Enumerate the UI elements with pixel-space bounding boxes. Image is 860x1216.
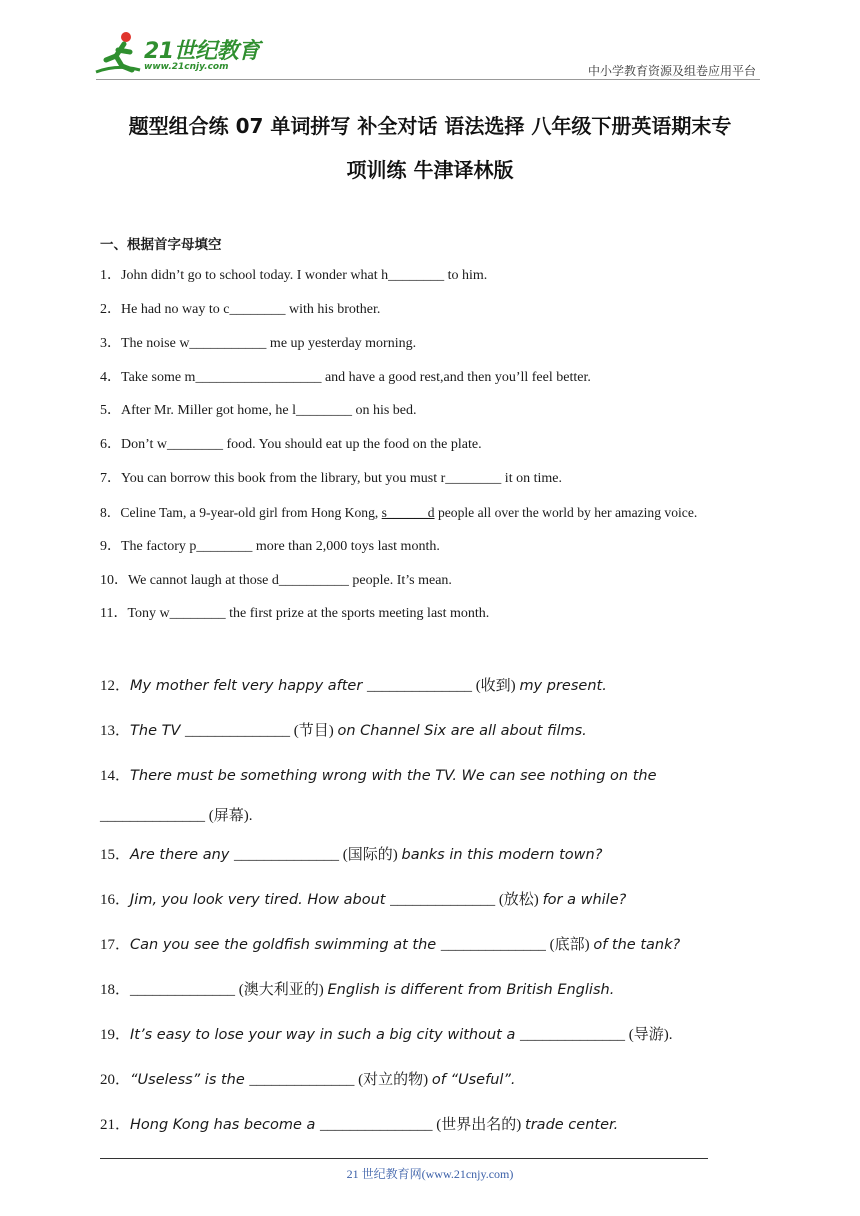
footer-link[interactable]: 21 世纪教育网(www.21cnjy.com) — [346, 1167, 514, 1181]
question-number: 18． — [100, 982, 131, 998]
question-21 — [100, 1113, 618, 1134]
page-header — [0, 0, 860, 84]
answer-blank: _______________ — [320, 1117, 433, 1133]
question-text: for a while? — [542, 892, 627, 908]
answer-blank: ______________ — [390, 892, 496, 908]
question-14 — [100, 764, 657, 785]
question-8-prefix: 8．Celine Tam, a 9-year-old girl from Hong Kong, — [100, 505, 382, 520]
title-line-1: 题型组合练 07 单词拼写 补全对话 语法选择 八年级下册英语期末专 — [128, 114, 732, 138]
question-8 — [100, 501, 697, 521]
question-text: There must be something wrong with the TV. We can see nothing on the — [130, 768, 657, 784]
answer-blank: ______________ — [130, 982, 236, 998]
logo-text: 21世纪教育 — [144, 39, 260, 64]
site-logo — [94, 30, 264, 78]
title-line-2: 项训练 牛津译林版 — [346, 158, 514, 182]
question-text: of “Useful”. — [431, 1072, 516, 1088]
chinese-hint: (世界出名的) — [432, 1117, 526, 1133]
chinese-hint: (导游). — [624, 1027, 673, 1043]
question-12 — [100, 674, 607, 695]
question-7: 7．You can borrow this book from the library, but you must r________ it on time. — [100, 471, 562, 486]
question-17 — [100, 933, 680, 954]
question-number: 21． — [100, 1117, 131, 1133]
question-14-continued — [100, 804, 253, 825]
answer-blank: ______________ — [440, 937, 546, 953]
answer-blank: ______________ — [100, 808, 205, 824]
section-heading: 一、根据首字母填空 — [100, 237, 222, 253]
chinese-hint: (澳大利亚的) — [235, 982, 328, 998]
question-number: 16． — [100, 892, 131, 908]
logo-url: www.21cnjy.com — [144, 62, 229, 72]
chinese-hint: (放松) — [495, 892, 543, 908]
question-3: 3．The noise w___________ me up yesterday morning. — [100, 336, 417, 351]
question-text: My mother felt very happy after — [130, 678, 367, 694]
answer-blank: ______________ — [366, 678, 472, 694]
question-18 — [100, 978, 614, 999]
question-text: Hong Kong has become a — [130, 1117, 321, 1133]
question-text: It’s easy to lose your way in such a big city without a — [130, 1027, 520, 1043]
question-19 — [100, 1023, 672, 1044]
answer-blank: ______________ — [519, 1027, 625, 1043]
question-16 — [100, 888, 626, 909]
question-number: 20． — [100, 1072, 131, 1088]
question-13 — [100, 719, 587, 740]
question-8-blank: s______d — [381, 505, 435, 520]
chinese-hint: (底部) — [545, 937, 594, 953]
chinese-hint: (屏幕). — [205, 808, 253, 824]
question-10: 10．We cannot laugh at those d__________ people. It’s mean. — [100, 573, 452, 588]
question-text: on Channel Six are all about films. — [337, 723, 587, 739]
question-text: Jim, you look very tired. How about — [130, 892, 391, 908]
header-tagline: 中小学教育资源及组卷应用平台 — [587, 64, 756, 78]
question-number: 12． — [100, 678, 131, 694]
question-text: “Useless” is the — [130, 1072, 250, 1088]
question-number: 19． — [100, 1027, 131, 1043]
answer-blank: ______________ — [184, 723, 290, 739]
question-1: 1．John didn’t go to school today. I wonder what h________ to him. — [100, 268, 488, 283]
question-8-suffix: people all over the world by her amazing voice. — [434, 505, 698, 520]
question-text: of the tank? — [593, 937, 681, 953]
question-text: banks in this modern town? — [401, 847, 603, 863]
question-number: 17． — [100, 937, 131, 953]
question-number: 14． — [100, 768, 131, 784]
question-2: 2．He had no way to c________ with his brother. — [100, 302, 381, 317]
chinese-hint: (收到) — [471, 678, 520, 694]
answer-blank: ______________ — [249, 1072, 355, 1088]
chinese-hint: (国际的) — [338, 847, 402, 863]
question-number: 15． — [100, 847, 131, 863]
question-5: 5．After Mr. Miller got home, he l________ on his bed. — [100, 403, 417, 418]
document-title — [60, 104, 800, 192]
question-text: trade center. — [525, 1117, 619, 1133]
header-divider — [96, 79, 760, 80]
runner-logo-icon — [94, 30, 142, 76]
question-9: 9．The factory p________ more than 2,000 toys last month. — [100, 539, 440, 554]
question-number: 13． — [100, 723, 131, 739]
chinese-hint: (节目) — [289, 723, 338, 739]
question-11: 11．Tony w________ the first prize at the sports meeting last month. — [100, 606, 490, 621]
question-15 — [100, 843, 602, 864]
question-6: 6．Don’t w________ food. You should eat up the food on the plate. — [100, 437, 482, 452]
question-text: English is different from British English. — [327, 982, 615, 998]
question-text: The TV — [130, 723, 185, 739]
answer-blank: ______________ — [233, 847, 339, 863]
question-text: my present. — [519, 678, 607, 694]
footer-divider — [100, 1158, 708, 1159]
question-4: 4．Take some m__________________ and have a good rest,and then you’ll feel better. — [100, 370, 591, 385]
question-text: Can you see the goldfish swimming at the — [130, 937, 441, 953]
question-text: Are there any — [130, 847, 234, 863]
question-20 — [100, 1068, 516, 1089]
chinese-hint: (对立的物) — [354, 1072, 432, 1088]
